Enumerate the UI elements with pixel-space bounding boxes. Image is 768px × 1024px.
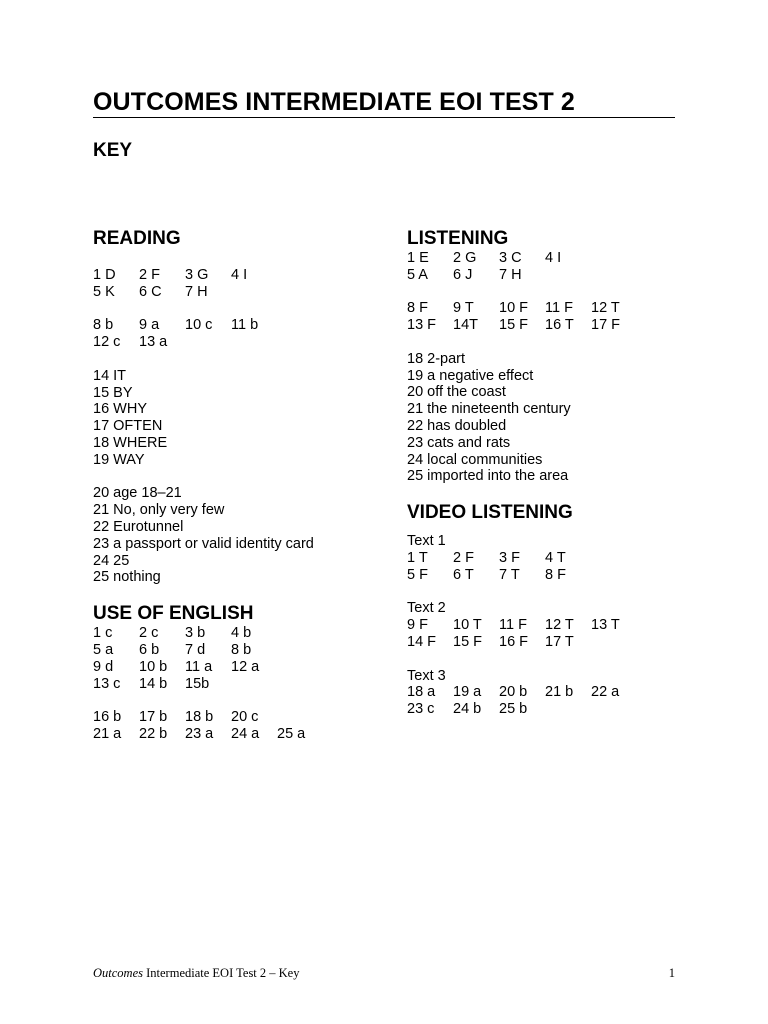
answer-cell: 8 F — [545, 566, 566, 583]
answer-cell: 9 d — [93, 658, 114, 675]
answer-cell: 9 F — [407, 617, 428, 634]
answer-row — [407, 701, 687, 718]
answer-line: 18 WHERE — [93, 434, 168, 451]
answer-cell: 15b — [185, 675, 210, 692]
answer-line: 15 BY — [93, 384, 133, 401]
answer-cell: 4 I — [231, 267, 248, 283]
answer-cell: 6 C — [139, 283, 162, 300]
answer-cell: 23 a — [185, 725, 214, 742]
answer-cell: 10 c — [185, 317, 213, 334]
answer-cell: 15 F — [453, 633, 483, 650]
answer-cell: 15 F — [499, 317, 529, 334]
answer-cell: 16 T — [545, 317, 574, 334]
answer-cell: 5 F — [407, 566, 428, 583]
answer-row — [93, 267, 393, 284]
answer-cell: 10 T — [453, 617, 482, 634]
left-column — [93, 228, 393, 743]
answer-cell: 16 b — [93, 709, 122, 726]
answer-row — [407, 317, 687, 334]
answer-cell: 22 a — [591, 684, 620, 701]
answer-cell: 17 F — [591, 317, 621, 334]
answer-line: 22 has doubled — [407, 417, 507, 434]
answer-row — [407, 550, 687, 567]
answer-cell: 1 D — [93, 267, 116, 283]
answer-cell: 3 b — [185, 625, 206, 642]
answer-cell: 16 F — [499, 633, 529, 650]
answer-row — [407, 567, 687, 584]
answer-cell: 5 A — [407, 266, 428, 283]
answer-cell: 6 b — [139, 641, 160, 658]
answer-cell: 8 b — [231, 641, 252, 658]
answer-cell: 12 c — [93, 334, 121, 351]
answer-cell: 9 T — [453, 300, 474, 317]
answer-cell: 17 b — [139, 709, 168, 726]
answer-cell: 7 d — [185, 641, 206, 658]
answer-row — [407, 634, 687, 651]
answer-row — [93, 659, 393, 676]
listening-heading: LISTENING — [407, 228, 509, 249]
answer-cell: 10 b — [139, 658, 168, 675]
answer-cell: 3 C — [499, 250, 522, 266]
answer-cell: 7 H — [499, 266, 522, 283]
answer-cell: 2 F — [139, 267, 160, 283]
answer-cell: 25 a — [277, 725, 306, 742]
answer-cell: 20 b — [499, 684, 528, 701]
answer-cell: 11 a — [185, 658, 213, 675]
answer-cell: 13 a — [139, 334, 168, 351]
answer-row — [93, 726, 393, 743]
answer-cell: 6 T — [453, 566, 474, 583]
use-of-english-heading: USE OF ENGLISH — [93, 603, 254, 625]
answer-line: 25 nothing — [93, 569, 161, 586]
answer-line: 21 No, only very few — [93, 502, 225, 519]
answer-cell: 13 T — [591, 617, 620, 634]
answer-cell: 1 E — [407, 250, 429, 266]
answer-line: 22 Eurotunnel — [93, 518, 184, 535]
answer-cell: 5 a — [93, 641, 114, 658]
answer-cell: 2 F — [453, 549, 474, 566]
answer-cell: 8 F — [407, 300, 428, 317]
answer-cell: 6 J — [453, 266, 473, 283]
answer-cell: 17 T — [545, 633, 574, 650]
answer-line: 20 off the coast — [407, 384, 506, 401]
answer-cell: 18 a — [407, 684, 436, 701]
answer-row — [93, 317, 393, 334]
answer-cell: 4 b — [231, 625, 252, 642]
answer-line: 17 OFTEN — [93, 418, 163, 435]
document-title: OUTCOMES INTERMEDIATE EOI TEST 2 — [93, 88, 575, 116]
answer-cell: 4 T — [545, 549, 566, 566]
answer-cell: 23 c — [407, 701, 435, 718]
answer-cell: 11 F — [545, 300, 573, 317]
answer-cell: 21 b — [545, 684, 574, 701]
answer-row — [407, 250, 687, 267]
answer-cell: 21 a — [93, 725, 122, 742]
reading-heading: READING — [93, 228, 181, 249]
answer-row — [93, 676, 393, 693]
answer-row — [407, 617, 687, 634]
answer-cell: 13 F — [407, 317, 437, 334]
answer-cell: 7 H — [185, 283, 208, 300]
answer-cell: 18 b — [185, 709, 214, 726]
document-subtitle: KEY — [93, 140, 133, 161]
answer-cell: 12 T — [591, 300, 620, 317]
text-label: Text 3 — [407, 667, 446, 684]
answer-cell: 25 b — [499, 701, 528, 718]
answer-cell: 4 I — [545, 250, 562, 266]
answer-line: 25 imported into the area — [407, 468, 569, 485]
text-label: Text 2 — [407, 600, 446, 617]
answer-line: 18 2-part — [407, 350, 466, 367]
answer-line: 21 the nineteenth century — [407, 401, 571, 418]
answer-row — [93, 709, 393, 726]
answer-line: 16 WHY — [93, 401, 147, 418]
video-listening-heading: VIDEO LISTENING — [407, 502, 573, 524]
answer-cell: 14 F — [407, 633, 437, 650]
answer-cell: 2 c — [139, 625, 159, 642]
right-column — [407, 228, 687, 718]
answer-row — [93, 625, 393, 642]
answer-cell: 12 T — [545, 617, 574, 634]
answer-cell: 11 b — [231, 317, 259, 334]
answer-cell: 5 K — [93, 283, 115, 300]
answer-row — [93, 334, 393, 351]
answer-cell: 3 G — [185, 267, 209, 283]
answer-row — [407, 267, 687, 284]
answer-line: 24 25 — [93, 552, 130, 569]
page-footer — [93, 966, 675, 981]
answer-cell: 24 b — [453, 701, 482, 718]
answer-cell: 24 a — [231, 725, 260, 742]
answer-cell: 20 c — [231, 709, 259, 726]
answer-row — [407, 300, 687, 317]
answer-cell: 1 c — [93, 625, 113, 642]
footer-text: Intermediate EOI Test 2 – Key — [143, 966, 300, 980]
answer-cell: 1 T — [407, 549, 428, 566]
answer-line: 24 local communities — [407, 451, 543, 468]
answer-cell: 10 F — [499, 300, 529, 317]
answer-cell: 8 b — [93, 317, 114, 334]
answer-cell: 14T — [453, 317, 478, 334]
footer-italic-text: Outcomes — [93, 966, 143, 980]
text-label: Text 1 — [407, 533, 446, 550]
answer-cell: 22 b — [139, 725, 168, 742]
answer-line: 19 a negative effect — [407, 367, 534, 384]
answer-line: 23 a passport or valid identity card — [93, 535, 314, 552]
answer-row — [407, 684, 687, 701]
answer-cell: 2 G — [453, 250, 477, 266]
answer-cell: 11 F — [499, 617, 527, 634]
answer-cell: 19 a — [453, 684, 482, 701]
answer-line: 14 IT — [93, 367, 127, 384]
answer-cell: 7 T — [499, 566, 520, 583]
answer-cell: 9 a — [139, 317, 160, 334]
answer-row — [93, 284, 393, 301]
answer-cell: 3 F — [499, 549, 520, 566]
title-rule — [93, 117, 675, 118]
answer-line: 19 WAY — [93, 451, 145, 468]
answer-cell: 13 c — [93, 675, 121, 692]
answer-cell: 12 a — [231, 658, 260, 675]
answer-cell: 14 b — [139, 675, 168, 692]
answer-line: 20 age 18–21 — [93, 485, 182, 502]
page-number: 1 — [668, 966, 675, 980]
answer-row — [93, 642, 393, 659]
answer-line: 23 cats and rats — [407, 434, 511, 451]
